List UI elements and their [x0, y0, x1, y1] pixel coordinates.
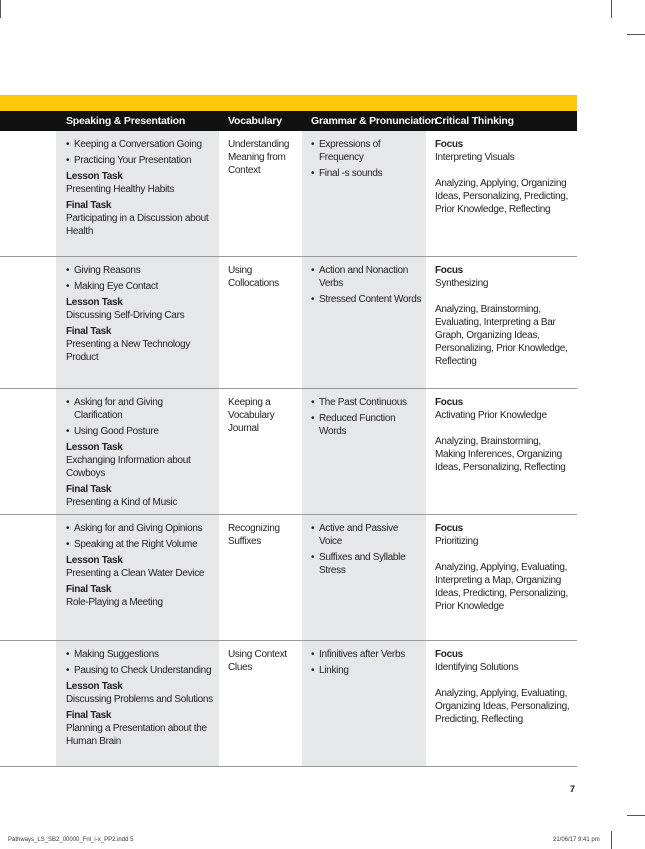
final-task: Presenting a Kind of Music	[66, 497, 178, 508]
grammar-point: • Expressions of Frequency	[311, 138, 422, 164]
speaking-skill: • Asking for and Giving Clarification	[66, 396, 213, 422]
critical-thinking-cell	[426, 389, 577, 514]
final-task-label: Final Task	[66, 584, 112, 595]
speaking-cell	[56, 131, 219, 256]
speaking-skill: • Using Good Posture	[66, 425, 213, 438]
vocabulary-skill: Understanding Meaning from Context	[228, 139, 290, 176]
grammar-point: • Suffixes and Syllable Stress	[311, 551, 422, 577]
final-task-label: Final Task	[66, 326, 112, 337]
final-task-label: Final Task	[66, 710, 112, 721]
final-task: Participating in a Discussion about Health	[66, 213, 209, 237]
table-row	[0, 515, 577, 641]
lesson-task-label: Lesson Task	[66, 681, 123, 692]
speaking-skill: • Keeping a Conversation Going	[66, 138, 213, 151]
focus-skill: Prioritizing	[435, 536, 479, 547]
final-task: Role-Playing a Meeting	[66, 597, 163, 608]
final-task-label: Final Task	[66, 200, 112, 211]
critical-thinking-skills: Analyzing, Applying, Organizing Ideas, Personalizing, Predicting, Prior Knowledge, Reflecting	[435, 178, 568, 215]
critical-thinking-skills: Analyzing, Brainstorming, Making Inferences, Organizing Ideas, Personalizing, Reflecting	[435, 436, 566, 473]
grammar-point: • Active and Passive Voice	[311, 522, 422, 548]
yellow-accent-band	[0, 95, 577, 111]
lesson-task: Exchanging Information about Cowboys	[66, 455, 191, 479]
vocabulary-cell	[219, 515, 302, 640]
grammar-point: • Infinitives after Verbs	[311, 648, 422, 661]
crop-mark-top-right	[611, 0, 612, 18]
lesson-task-label: Lesson Task	[66, 297, 123, 308]
speaking-cell	[56, 641, 219, 766]
grammar-cell	[302, 641, 426, 766]
crop-mark-bottom-right	[611, 831, 612, 849]
grammar-point: • Reduced Function Words	[311, 412, 422, 438]
table-row	[0, 389, 577, 515]
lesson-task: Presenting a Clean Water Device	[66, 568, 205, 579]
grammar-point: • The Past Continuous	[311, 396, 422, 409]
focus-label: Focus	[435, 649, 463, 660]
speaking-skill: • Making Suggestions	[66, 648, 213, 661]
slug-timestamp: 21/06/17 9:41 pm	[553, 837, 600, 843]
table-row	[0, 131, 577, 257]
vocabulary-cell	[219, 641, 302, 766]
grammar-point: • Stressed Content Words	[311, 293, 422, 306]
focus-label: Focus	[435, 139, 463, 150]
critical-thinking-cell	[426, 131, 577, 256]
vocabulary-cell	[219, 131, 302, 256]
header-grammar: Grammar & Pronunciation	[311, 115, 438, 127]
critical-thinking-cell	[426, 641, 577, 766]
focus-skill: Activating Prior Knowledge	[435, 410, 547, 421]
grammar-cell	[302, 389, 426, 514]
speaking-cell	[56, 389, 219, 514]
speaking-skill: • Giving Reasons	[66, 264, 213, 277]
lesson-task-label: Lesson Task	[66, 555, 123, 566]
grammar-cell	[302, 131, 426, 256]
focus-skill: Interpreting Visuals	[435, 152, 515, 163]
vocabulary-skill: Keeping a Vocabulary Journal	[228, 397, 275, 434]
focus-label: Focus	[435, 397, 463, 408]
critical-thinking-cell	[426, 515, 577, 640]
speaking-skill: • Pausing to Check Understanding	[66, 664, 213, 677]
focus-label: Focus	[435, 523, 463, 534]
focus-skill: Identifying Solutions	[435, 662, 519, 673]
page-number: 7	[570, 784, 576, 794]
grammar-cell	[302, 515, 426, 640]
vocabulary-skill: Using Context Clues	[228, 649, 287, 673]
speaking-cell	[56, 257, 219, 388]
focus-skill: Synthesizing	[435, 278, 489, 289]
lesson-task: Discussing Problems and Solutions	[66, 694, 213, 705]
critical-thinking-skills: Analyzing, Brainstorming, Evaluating, Interpreting a Bar Graph, Organizing Ideas, Personalizing, Prior Knowledge, Reflecting	[435, 304, 568, 367]
header-speaking: Speaking & Presentation	[66, 115, 186, 127]
header-critical-thinking: Critical Thinking	[435, 115, 514, 127]
focus-label: Focus	[435, 265, 463, 276]
critical-thinking-cell	[426, 257, 577, 388]
slug-file-name: Pathways_LS_SB2_00000_Fnl_i-x_PP2.indd 5	[8, 837, 134, 843]
grammar-point: • Linking	[311, 664, 422, 677]
lesson-task: Discussing Self-Driving Cars	[66, 310, 185, 321]
crop-mark-right-lower	[627, 815, 645, 816]
speaking-skill: • Speaking at the Right Volume	[66, 538, 213, 551]
critical-thinking-skills: Analyzing, Applying, Evaluating, Interpreting a Map, Organizing Ideas, Predicting, Personalizing, Prior Knowledge	[435, 562, 568, 612]
grammar-cell	[302, 257, 426, 388]
vocabulary-skill: Recognizing Suffixes	[228, 523, 280, 547]
lesson-task-label: Lesson Task	[66, 442, 123, 453]
header-vocabulary: Vocabulary	[228, 115, 282, 127]
crop-mark-right-upper	[627, 34, 645, 35]
vocabulary-cell	[219, 257, 302, 388]
table-header	[0, 111, 577, 131]
crop-mark-top-left	[0, 0, 1, 18]
final-task: Presenting a New Technology Product	[66, 339, 191, 363]
speaking-skill: • Practicing Your Presentation	[66, 154, 213, 167]
lesson-task: Presenting Healthy Habits	[66, 184, 175, 195]
final-task-label: Final Task	[66, 484, 112, 495]
lesson-task-label: Lesson Task	[66, 171, 123, 182]
speaking-skill: • Asking for and Giving Opinions	[66, 522, 213, 535]
speaking-cell	[56, 515, 219, 640]
row-divider	[0, 766, 577, 768]
table-row	[0, 641, 577, 767]
vocabulary-skill: Using Collocations	[228, 265, 279, 289]
final-task: Planning a Presentation about the Human Brain	[66, 723, 207, 747]
speaking-skill: • Making Eye Contact	[66, 280, 213, 293]
table-row	[0, 257, 577, 389]
grammar-point: • Action and Nonaction Verbs	[311, 264, 422, 290]
grammar-point: • Final -s sounds	[311, 167, 422, 180]
critical-thinking-skills: Analyzing, Applying, Evaluating, Organizing Ideas, Personalizing, Predicting, Reflecting	[435, 688, 570, 725]
vocabulary-cell	[219, 389, 302, 514]
